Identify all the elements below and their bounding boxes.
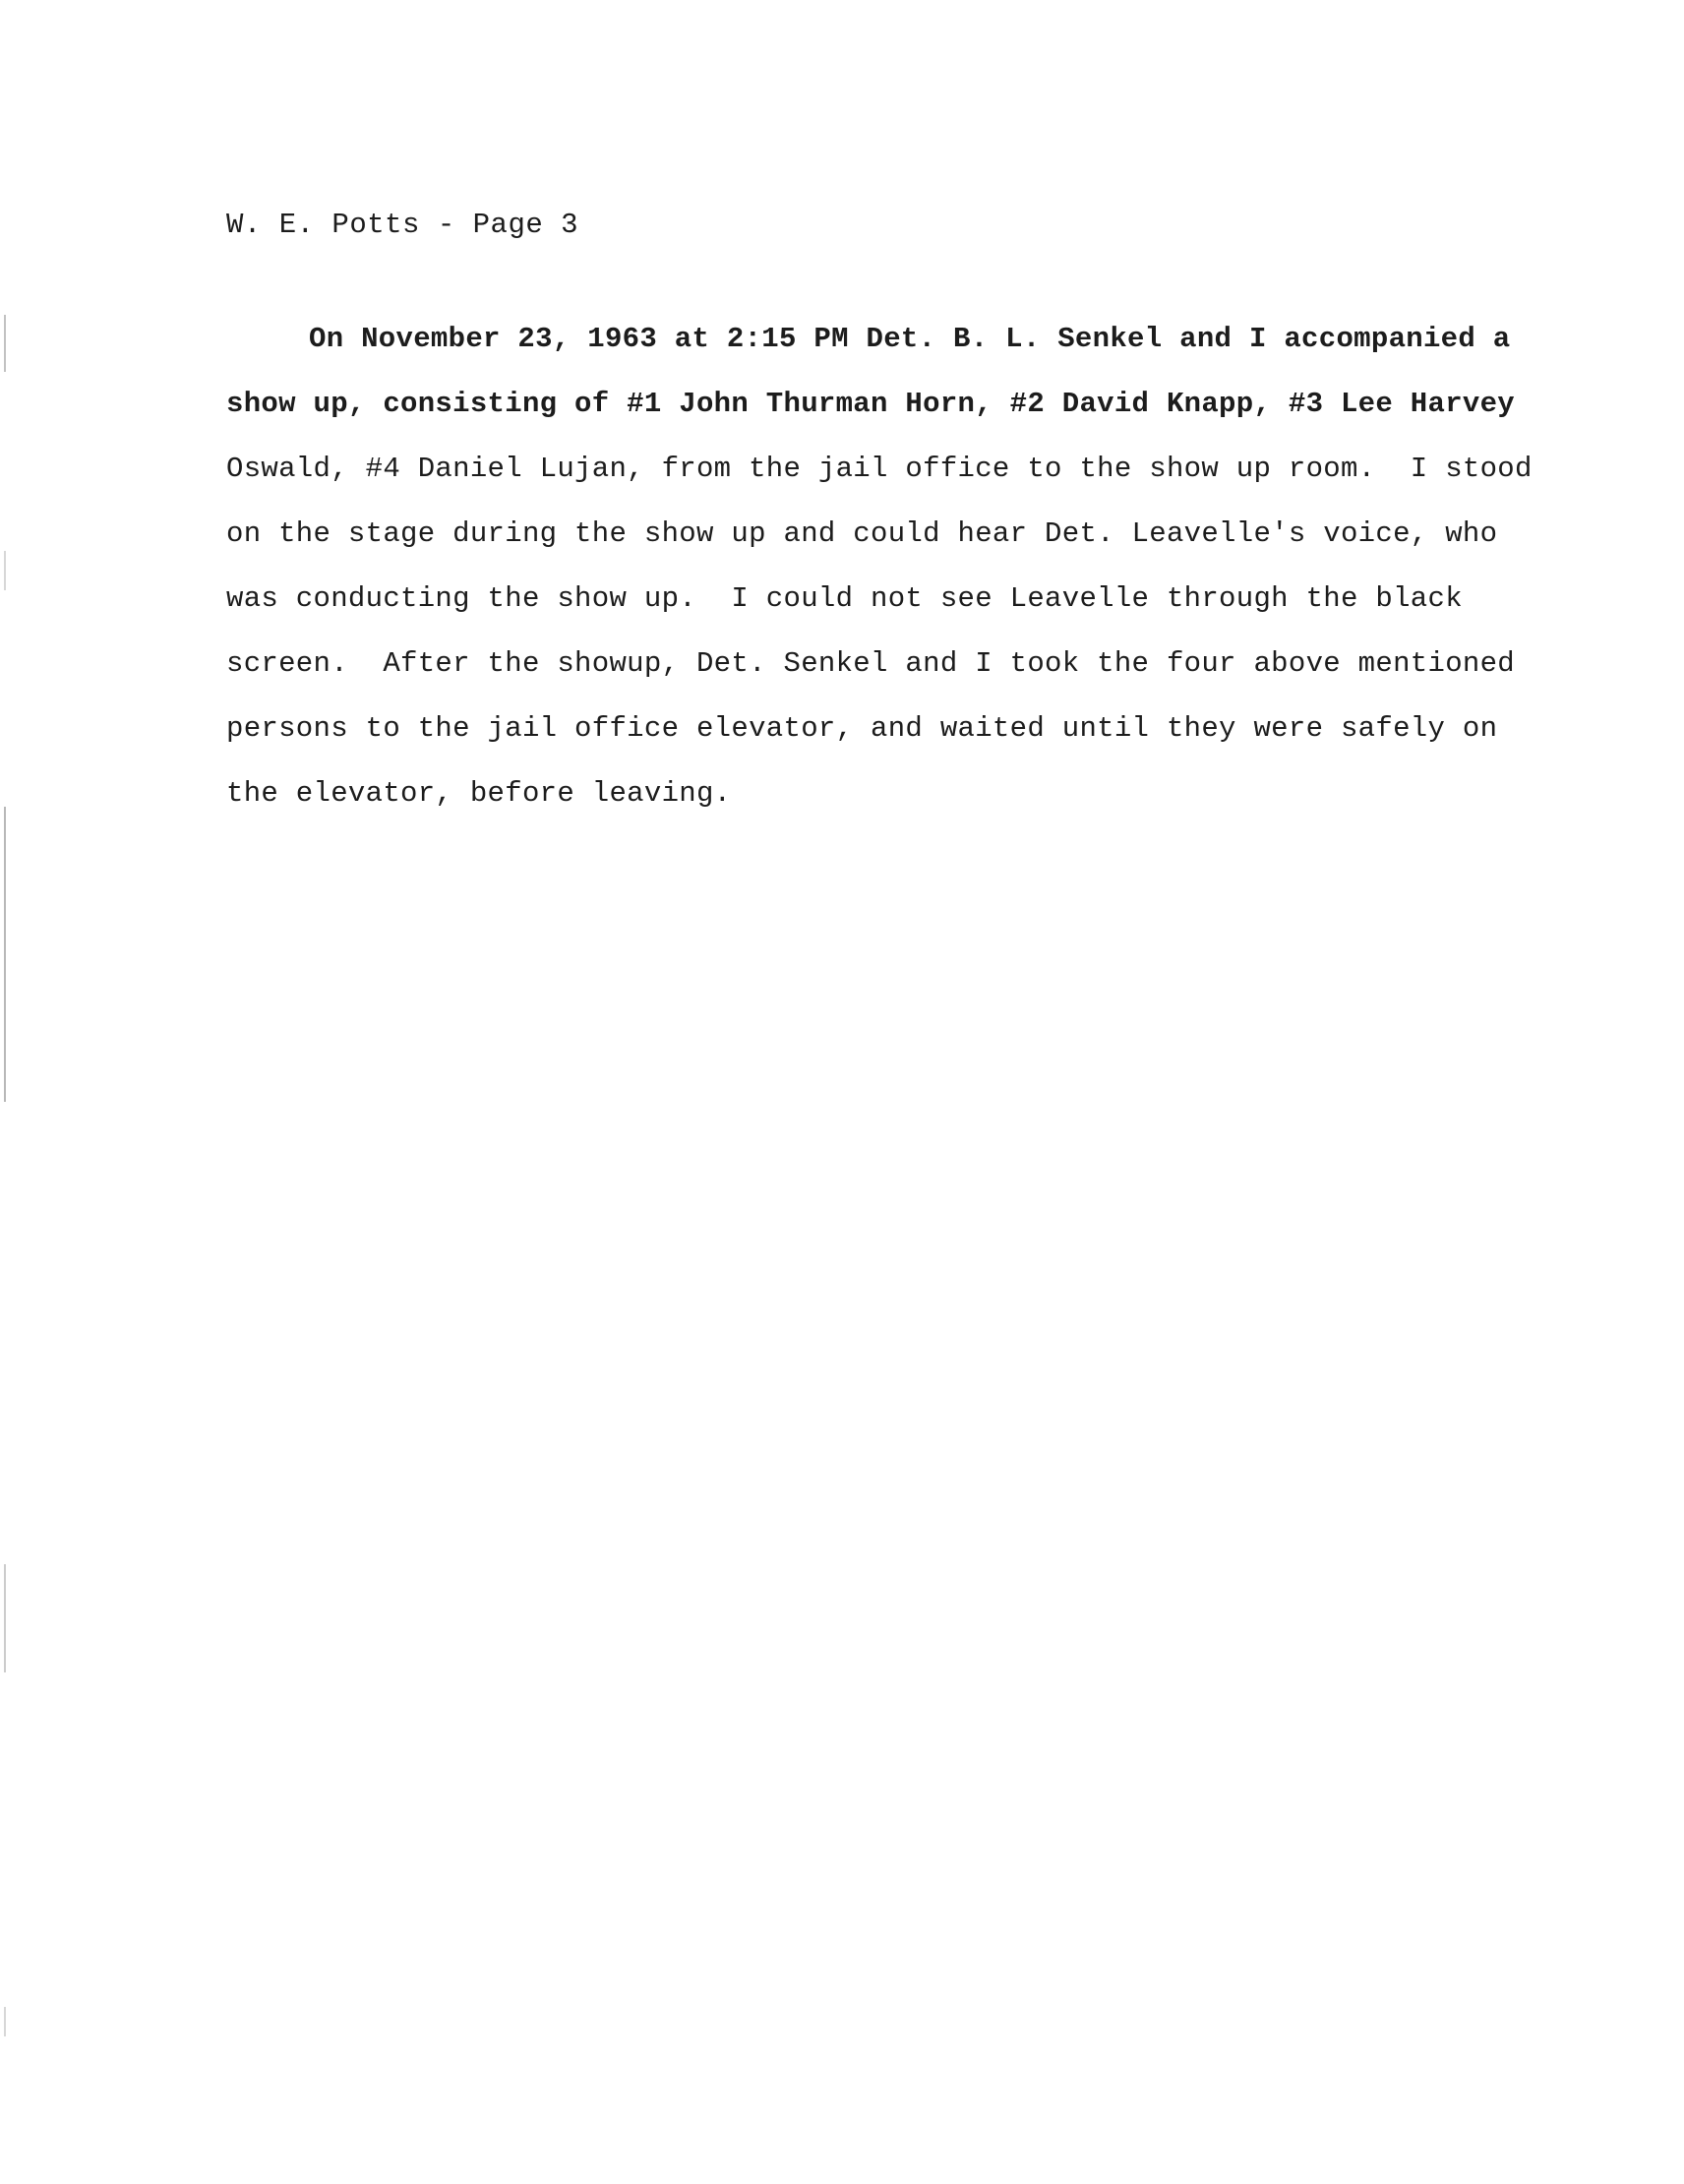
margin-scan-mark — [4, 1564, 6, 1672]
paragraph-line-8: the elevator, before leaving. — [226, 777, 732, 810]
margin-scan-mark — [4, 807, 6, 1102]
paragraph-line-3: Oswald, #4 Daniel Lujan, from the jail office to the show up room. I stood — [226, 453, 1533, 485]
margin-scan-mark — [4, 551, 6, 590]
paragraph-line-6: screen. After the showup, Det. Senkel and I took the four above mentioned — [226, 647, 1516, 680]
paragraph-line-7: persons to the jail office elevator, and waited until they were safely on — [226, 712, 1498, 745]
report-paragraph — [226, 307, 1533, 826]
page-header: W. E. Potts - Page 3 — [226, 209, 579, 241]
margin-scan-mark — [4, 315, 6, 372]
paragraph-line-5: was conducting the show up. I could not see Leavelle through the black — [226, 582, 1463, 615]
paragraph-line-2: show up, consisting of #1 John Thurman Horn, #2 David Knapp, #3 Lee Harvey — [226, 388, 1516, 420]
margin-scan-mark — [4, 2007, 6, 2036]
paragraph-line-1: On November 23, 1963 at 2:15 PM Det. B. L. Senkel and I accompanied a — [309, 323, 1511, 355]
paragraph-line-4: on the stage during the show up and could hear Det. Leavelle's voice, who — [226, 517, 1498, 550]
